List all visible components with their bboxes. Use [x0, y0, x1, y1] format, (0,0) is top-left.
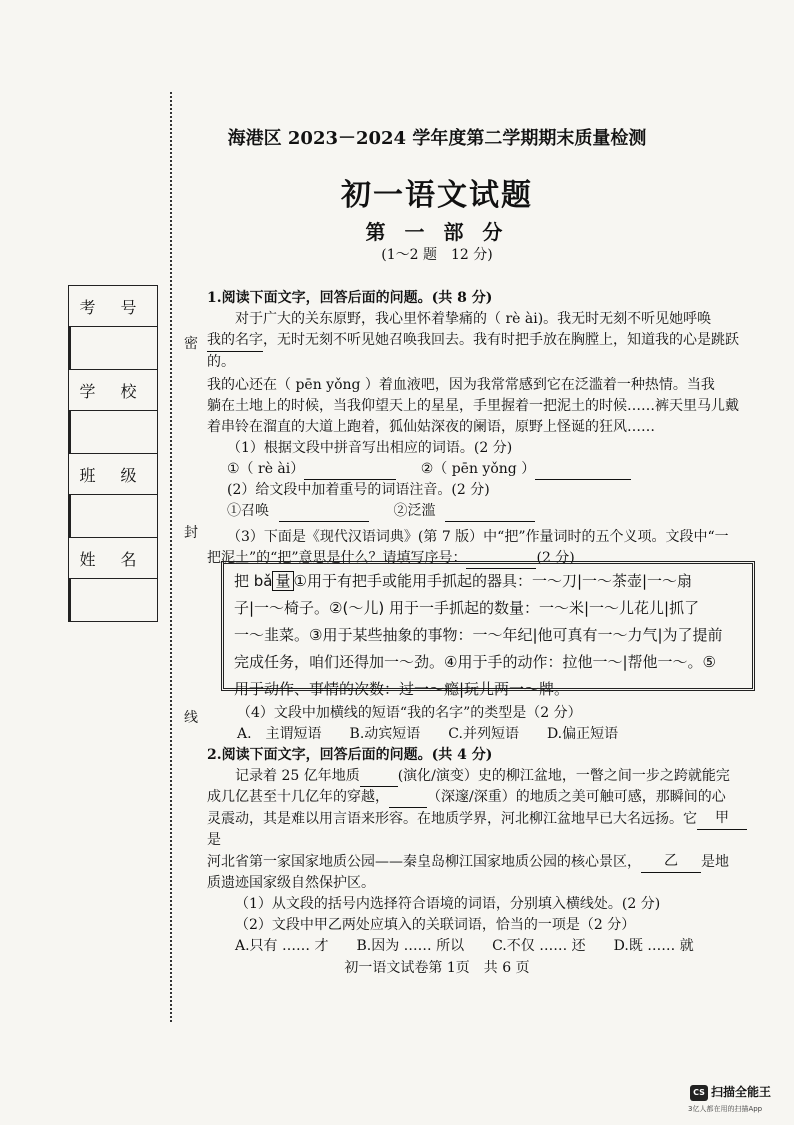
field-class[interactable] — [69, 495, 71, 537]
q1-sub1: （1）根据文段中拼音写出相应的词语。(2 分) — [227, 440, 513, 456]
margin-label-mi: 密 — [184, 336, 198, 352]
q2-para-line: 记录着 25 亿年地质 (演化/演变）史的柳江盆地，一瞥之间一步之跨就能完 — [207, 766, 755, 787]
q2-sub2-options: A.只有 …… 才 B.因为 …… 所以 C.不仅 …… 还 D.既 …… 就 — [235, 938, 694, 954]
q1-sub4-options: A. 主谓短语 B.动宾短语 C.并列短语 D.偏正短语 — [237, 726, 619, 742]
answer-blank-jia[interactable]: 甲 — [697, 808, 747, 830]
page-footer: 初一语文试卷第 1页 共 6 页 — [344, 960, 530, 976]
student-info-table — [68, 285, 158, 622]
field-exam-number[interactable] — [69, 327, 71, 369]
q1-sub2-answers: ①召唤 ②泛滥 — [207, 501, 755, 522]
q2-sub2: （2）文段中甲乙两处应填入的关联词语，恰当的一项是（2 分） — [235, 917, 636, 933]
label-name: 姓 名 — [69, 538, 158, 579]
field-school[interactable] — [69, 411, 71, 453]
q1-sub3: （3）下面是《现代汉语词典》(第 7 版）中“把”作量词时的五个义项。文段中“一 — [227, 529, 729, 545]
q2-para-line: 质遗迹国家级自然保护区。 — [207, 875, 375, 891]
q1-sub2: (2）给文段中加着重号的词语注音。(2 分) — [227, 482, 490, 498]
q1-para-line: 我的名字，无时无刻不听见她召唤我回去。我有时把手放在胸膛上，知道我的心是跳跃的。 — [207, 332, 739, 370]
scanner-tagline: 3亿人都在用的扫描App — [688, 1105, 763, 1113]
part-range: (1～2 题 12 分) — [381, 247, 493, 263]
label-exam-number: 考 号 — [69, 286, 158, 327]
q1-para-line: 着串铃在溜直的大道上跑着，狐仙姑深夜的阑语，原野上怪诞的狂风…… — [207, 419, 655, 435]
dict-line: 把 bǎ 量 ①用于有把手或能用手抓起的器具：一～刀|一～茶壶|一～扇 — [234, 572, 693, 590]
margin-label-xian: 线 — [184, 710, 198, 726]
dict-line: 用于动作、事情的次数：过一～瘾|玩儿两一～牌。 — [234, 680, 570, 698]
q2-para-line: 成几亿甚至十几亿年的穿越， （深邃/深重）的地质之美可触可感，那瞬间的心 — [207, 787, 755, 808]
answer-blank-yi[interactable]: 乙 — [641, 851, 701, 873]
label-school: 学 校 — [69, 370, 158, 411]
dict-line: 一～韭菜。③用于某些抽象的事物：一～年纪|他可真有一～力气|为了提前 — [234, 626, 723, 644]
q1-para-line: 对于广大的关东原野，我心里怀着挚痛的（ rè ài)。我无时无刻不听见她呼唤 — [235, 311, 712, 327]
q1-sub3-cont: 把泥土”的“把”意思是什么？请填写序号： (2 分) — [207, 548, 755, 569]
dict-line: 子|一～椅子。②(～儿) 用于一手抓起的数量：一～米|一～儿花儿|抓了 — [234, 599, 700, 617]
part-title: 第 一 部 分 — [365, 220, 509, 244]
field-name[interactable] — [69, 579, 71, 621]
q1-sub1-answers: ①（ rè ài） ②（ pēn yǒng ） — [207, 459, 755, 480]
q2-para-line: 河北省第一家国家地质公园——秦皇岛柳江国家地质公园的核心景区， 乙 是地 — [207, 851, 755, 873]
answer-blank[interactable] — [445, 521, 535, 522]
q2-sub1: （1）从文段的括号内选择符合语境的词语，分别填入横线处。(2 分) — [235, 896, 661, 912]
q2-para-line: 灵震动，其是难以用言语来形容。在地质学界，河北柳江盆地早已大名远扬。它 甲是 — [207, 808, 755, 851]
answer-blank[interactable] — [279, 521, 369, 522]
q1-sub4: （4）文段中加横线的短语“我的名字”的类型是（2 分） — [237, 705, 582, 721]
exam-title: 海港区 2023－2024 学年度第二学期期末质量检测 — [227, 128, 647, 149]
q1-para-line: 躺在土地上的时候，当我仰望天上的星星，手里握着一把泥土的时候……裤天里马儿戴 — [207, 398, 739, 414]
camscanner-icon: CS — [690, 1085, 708, 1101]
q1-para-line: 我的心还在（ pēn yǒng ）着血液吧，因为我常常感到它在泛滥着一种热情。当我 — [207, 377, 715, 393]
question-1 — [207, 288, 755, 569]
answer-blank[interactable] — [535, 479, 631, 480]
question-2 — [207, 745, 755, 957]
question-1-part4 — [207, 703, 755, 745]
q1-heading: 1.阅读下面文字，回答后面的问题。(共 8 分) — [207, 290, 493, 306]
dictionary-entry-box — [221, 561, 755, 698]
subject-title: 初一语文试题 — [341, 178, 533, 213]
label-class: 班 级 — [69, 454, 158, 495]
q2-heading: 2.阅读下面文字，回答后面的问题。(共 4 分) — [207, 747, 493, 763]
scanner-brand: CS 扫描全能王 — [690, 1083, 771, 1101]
margin-label-feng: 封 — [184, 525, 198, 541]
dict-line: 完成任务，咱们还得加一～劲。④用于手的动作：拉他一～|帮他一～。⑤ — [234, 653, 716, 671]
